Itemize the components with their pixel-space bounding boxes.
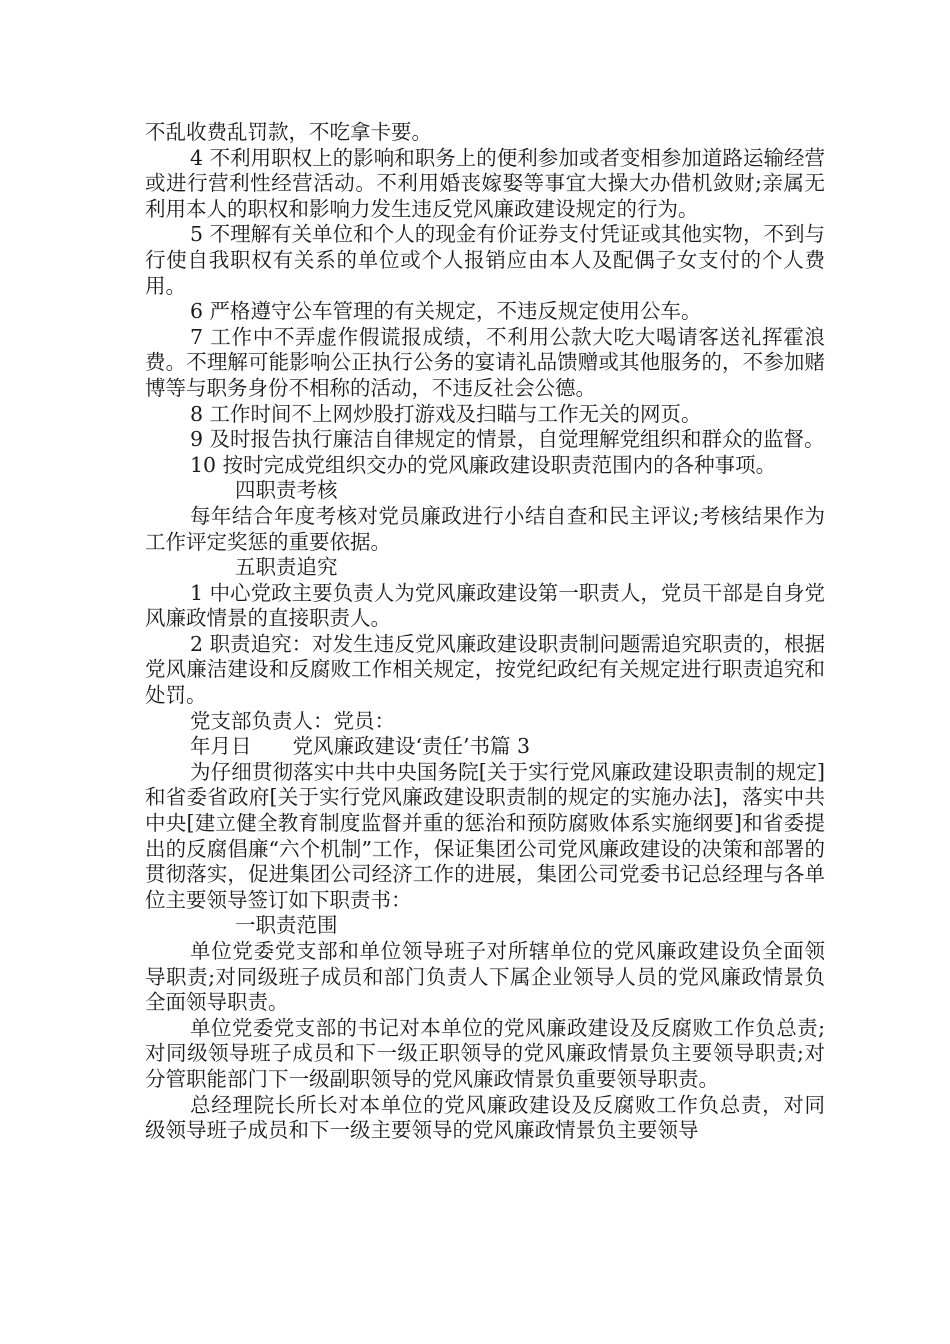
date-title-line: 年月日 党风廉政建设‘责任’书篇 3 [190, 734, 531, 759]
paragraph: 单位党委党支部和单位领导班子对所辖单位的党风廉政建设负全面领导职责;对同级班子成员和部门负责人下属企业领导人员的党风廉政情景负全面领导职责。 [145, 939, 825, 1015]
paragraph: 每年结合年度考核对党员廉政进行小结自查和民主评议;考核结果作为工作评定奖惩的重要依据。 [145, 503, 825, 554]
paragraph: 为仔细贯彻落实中共中央国务院[关于实行党风廉政建设职责制的规定]和省委省政府[关于实行党风廉政建设职责制的规定的实施办法]，落实中共中央[建立健全教育制度监督并重的惩治和预防腐败体系实施纲要]和省委提出的反腐倡廉“六个机制”工作，保证集团公司党风廉政建设的决策和部署的贯彻落实，促进集团公司经济工作的进展，集团公司党委书记总经理与各单位主要领导签订如下职责书： [145, 759, 825, 912]
signature-line: 党支部负责人：党员： [190, 708, 395, 733]
paragraph: 不乱收费乱罚款，不吃拿卡要。 [145, 120, 432, 144]
paragraph: 6 严格遵守公车管理的有关规定，不违反规定使用公车。 [190, 299, 702, 324]
paragraph: 总经理院长所长对本单位的党风廉政建设及反腐败工作负总责，对同级领导班子成员和下一级主要领导的党风廉政情景负主要领导 [145, 1092, 825, 1143]
document-body [145, 120, 825, 1144]
paragraph: 8 工作时间不上网炒股打游戏及扫瞄与工作无关的网页。 [190, 401, 702, 426]
paragraph: 单位党委党支部的书记对本单位的党风廉政建设及反腐败工作负总责;对同级领导班子成员和下一级正职领导的党风廉政情景负主要领导职责;对分管职能部门下一级副职领导的党风廉政情景负重要领导职责。 [145, 1015, 825, 1091]
paragraph: 4 不利用职权上的影响和职务上的便利参加或者变相参加道路运输经营或进行营利性经营活动。不利用婚丧嫁娶等事宜大操大办借机敛财;亲属无利用本人的职权和影响力发生违反党风廉政建设规定的行为。 [145, 145, 825, 221]
paragraph: 5 不理解有关单位和个人的现金有价证券支付凭证或其他实物，不到与行使自我职权有关系的单位或个人报销应由本人及配偶子女支付的个人费用。 [145, 222, 825, 298]
paragraph: 2 职责追究：对发生违反党风廉政建设职责制问题需追究职责的，根据党风廉洁建设和反腐败工作相关规定，按党纪政纪有关规定进行职责追究和处罚。 [145, 631, 825, 708]
paragraph: 9 及时报告执行廉洁自律规定的情景，自觉理解党组织和群众的监督。 [190, 427, 825, 452]
paragraph: 1 中心党政主要负责人为党风廉政建设第一职责人，党员干部是自身党风廉政情景的直接职责人。 [145, 580, 825, 631]
section-heading: 五职责追究 [235, 555, 338, 580]
paragraph: 7 工作中不弄虚作假谎报成绩，不利用公款大吃大喝请客送礼挥霍浪费。不理解可能影响公正执行公务的宴请礼品馈赠或其他服务的，不参加赌博等与职务身份不相称的活动，不违反社会公德。 [145, 324, 825, 400]
paragraph: 10 按时完成党组织交办的党风廉政建设职责范围内的各种事项。 [190, 452, 777, 477]
section-heading: 四职责考核 [235, 478, 338, 503]
section-heading: 一职责范围 [235, 913, 338, 938]
